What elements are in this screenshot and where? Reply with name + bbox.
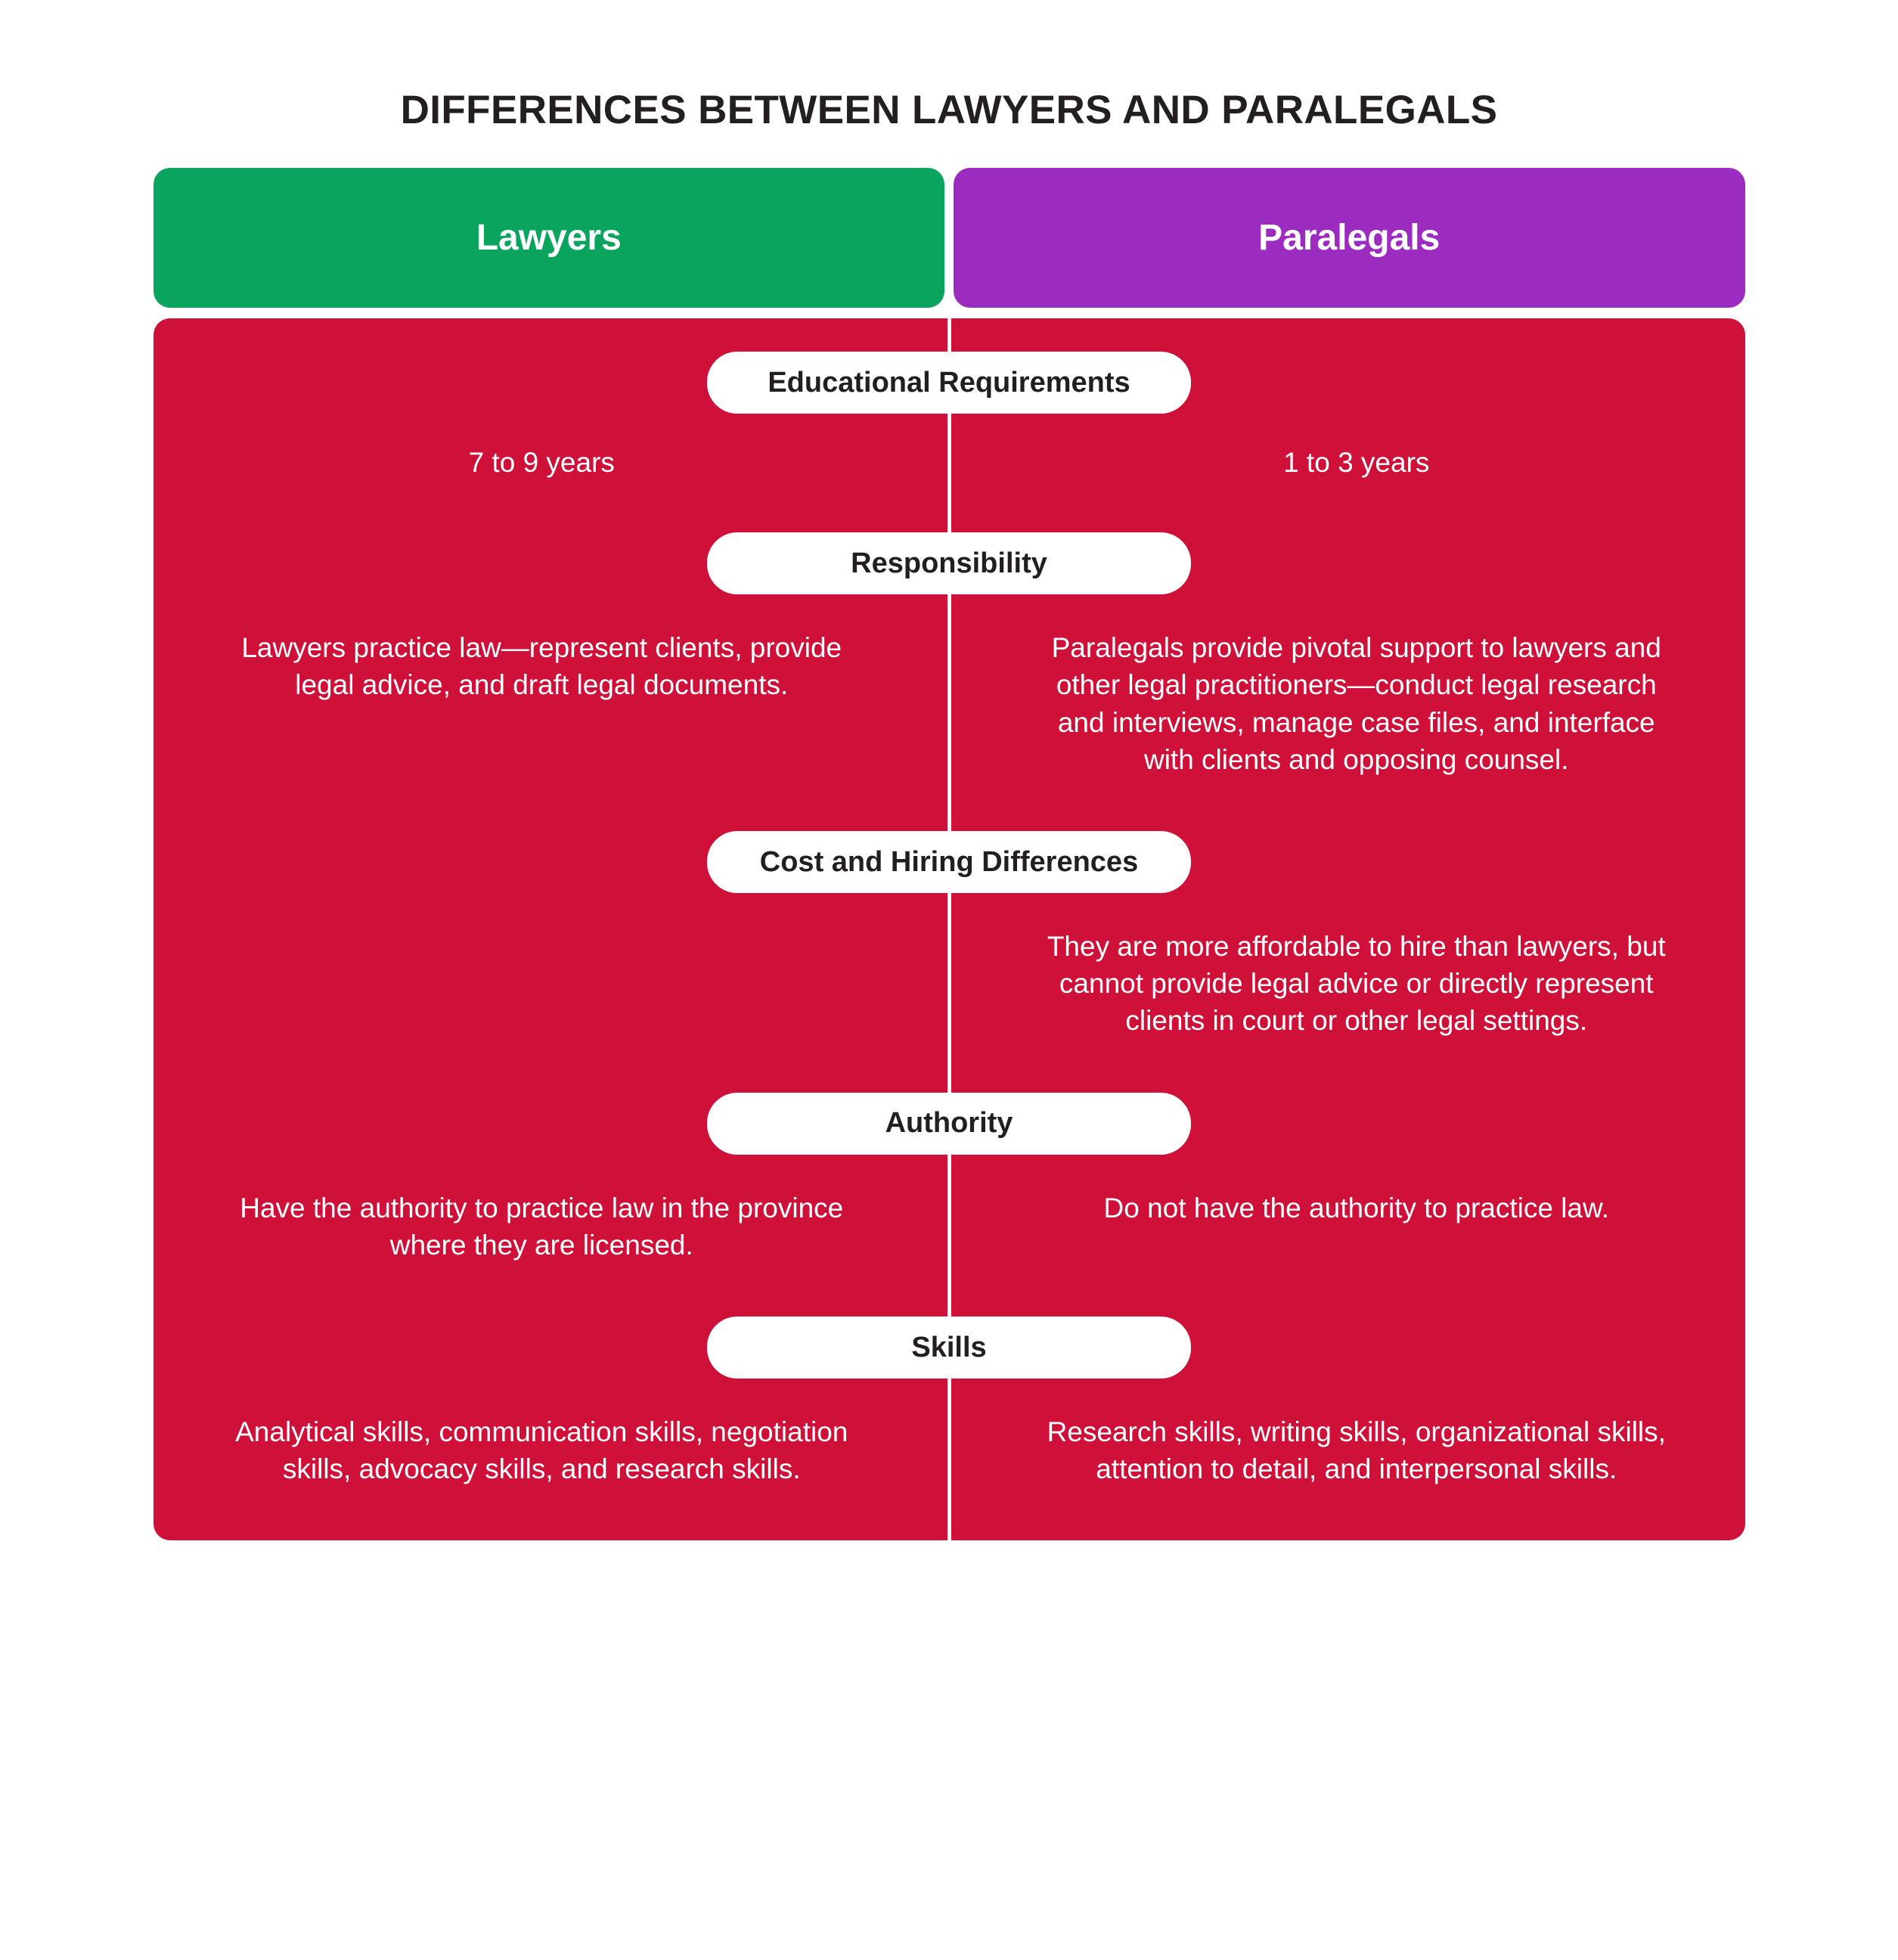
cell-paralegals-cost-and-hiring-differences: They are more affordable to hire than lawyers, but cannot provide legal advice or directly represent clients in court or other legal settings. bbox=[1047, 931, 1666, 1037]
cell-lawyers-skills: Analytical skills, communication skills, negotiation skills, advocacy skills, and research skills. bbox=[235, 1416, 848, 1485]
row-label-educational-requirements: Educational Requirements bbox=[707, 352, 1191, 414]
cell-lawyers-authority: Have the authority to practice law in the province where they are licensed. bbox=[240, 1192, 844, 1261]
cell-paralegals-educational-requirements: 1 to 3 years bbox=[1283, 447, 1430, 478]
row-label-responsibility: Responsibility bbox=[707, 532, 1191, 594]
cell-paralegals-skills: Research skills, writing skills, organizational skills, attention to detail, and interpersonal skills. bbox=[1047, 1416, 1666, 1485]
row-label-authority: Authority bbox=[707, 1093, 1191, 1155]
cell-lawyers-responsibility: Lawyers practice law—represent clients, provide legal advice, and draft legal documents. bbox=[241, 632, 842, 701]
page-title: DIFFERENCES BETWEEN LAWYERS AND PARALEGALS bbox=[400, 88, 1498, 132]
row-skills bbox=[154, 1264, 1745, 1487]
row-label-skills: Skills bbox=[707, 1316, 1191, 1379]
row-authority bbox=[154, 1040, 1745, 1264]
comparison-chart bbox=[154, 168, 1745, 1540]
row-label-cost-and-hiring-differences: Cost and Hiring Differences bbox=[707, 831, 1191, 893]
column-header-paralegals: Paralegals bbox=[954, 168, 1745, 308]
column-headers bbox=[154, 168, 1745, 308]
row-educational-requirements bbox=[154, 318, 1745, 481]
cell-lawyers-educational-requirements: 7 to 9 years bbox=[468, 447, 615, 478]
comparison-body bbox=[154, 318, 1745, 1540]
column-header-lawyers: Lawyers bbox=[154, 168, 945, 308]
cell-paralegals-responsibility: Paralegals provide pivotal support to lawyers and other legal practitioners—conduct legal research and interviews, manage case files, and interface with clients and opposing counsel. bbox=[1051, 632, 1661, 775]
row-cost-and-hiring-differences bbox=[154, 778, 1745, 1040]
cell-paralegals-authority: Do not have the authority to practice law. bbox=[1103, 1192, 1609, 1223]
row-responsibility bbox=[154, 481, 1745, 778]
